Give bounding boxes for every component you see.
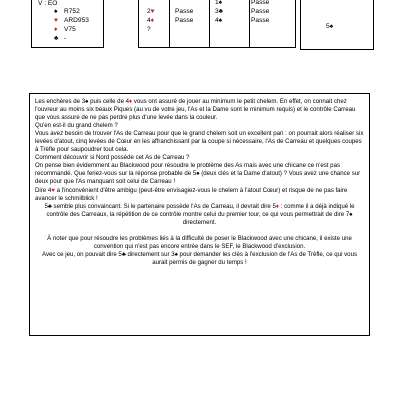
spade-icon: ♠ (174, 250, 178, 258)
heart-icon: ♥ (54, 17, 58, 24)
bid-cell: 2♥ (147, 8, 155, 15)
spade-icon: ♠ (218, 0, 223, 6)
hand-clubs (54, 35, 66, 43)
diamond-cards: V75 (64, 26, 76, 33)
article-box (29, 93, 370, 336)
spade-icon: ♠ (349, 210, 353, 218)
lead-box (300, 0, 374, 50)
heart-icon: ♥ (51, 186, 55, 194)
diamond-icon: ♦ (54, 26, 58, 33)
bid-cell: 4♠ (215, 17, 223, 24)
bid-cell: Passe (251, 8, 270, 15)
club-icon: ♣ (218, 8, 223, 15)
spade-icon: ♠ (196, 170, 200, 178)
hand-diamonds (54, 26, 76, 34)
bidding-divider (249, 0, 250, 47)
club-icon: ♣ (121, 250, 126, 258)
club-icon: ♣ (47, 202, 52, 210)
spade-icon: ♠ (85, 98, 89, 105)
article-paragraph: Avec ce jeu, on pouvait dire 5♣ directement sur 3♠ pour demander les clés à l'exclusion de l'As de Trèfle, ce qui vous aurait permis de gagner du temps ! (41, 250, 357, 266)
diamond-icon: ♦ (129, 98, 133, 105)
bidding-divider (209, 0, 210, 47)
article-paragraph: Vous avez besoin de trouver l'As de Carreau pour que le grand chelem soit un excellent pari : on pourrait alors réaliser six levées d'atout, cinq levées de Cœur en les affranchissant par la coupe si nécessaire, l'As de Carreau et quelques coupes à Trèfle pour saupoudrer tout cela. (35, 130, 364, 154)
bid-cell: ? (147, 26, 151, 33)
heart-cards: ARD953 (64, 17, 89, 24)
spade-icon: ♠ (218, 17, 223, 24)
article-paragraph: Qu'en est-il du grand chelem ? (35, 122, 118, 130)
hand-spades (54, 8, 80, 16)
spade-icon: ♠ (54, 8, 58, 15)
bid-cell: 1♠ (215, 0, 223, 6)
bidding-divider (169, 0, 170, 47)
club-cards: - (64, 35, 67, 42)
hand-hearts (54, 17, 89, 25)
bid-cell: Passe (251, 0, 270, 6)
article-paragraph: Dire 4♥ a l'inconvénient d'être ambigu (peut-être envisagiez-vous le chelem à l'atout Cœur) et risque de ne pas faire avancer le schmilblick ! (35, 186, 348, 202)
spade-icon: ♠ (329, 23, 334, 30)
bid-cell: Passe (175, 8, 194, 15)
article-paragraph: À noter que pour résoudre les problèmes liés à la difficulté de poser le Blackwood avec une chicane, il existe une convention qui n'est pas encore entrée dans le SEF, le Blackwood d'exclusion. (47, 234, 352, 250)
hand-diagram (31, 0, 104, 48)
article-paragraph: 5♣ semble plus convaincant. Si le partenaire possède l'As de Carreau, il devrait dire 5♦ : comme il a déjà indiqué le contrôle des Carreaux, la répétition de ce contrôle montre celui du premier tour, ce qui vous permettrait de dire 7♠ directement. (44, 202, 355, 226)
vulnerability-label: V : EO (38, 0, 58, 7)
article-paragraph: Les enchères de 3♠ puis celle de 4♦ vous ont assuré de jouer au minimum le petit chelem. En effet, on connait chez l'ouvreur au moins six beaux Piques (au vu de votre jeu, l'As et la Dame sont le minimum requis) et le contrôle Carreau que vous assure de ne pas perdre plus d'une levée dans la couleur. (35, 98, 356, 122)
heart-icon: ♥ (150, 8, 155, 15)
bid-cell: Passe (175, 17, 194, 24)
article-paragraph: Comment découvrir si Nord possède cet As de Carreau ? (35, 154, 190, 162)
diamond-icon: ♦ (150, 17, 155, 24)
spade-cards: R752 (64, 8, 80, 15)
bidding-table (138, 0, 296, 48)
bid-cell: 3♣ (215, 8, 223, 15)
article-paragraph: On pense bien évidemment au Blackwood pour résoudre le problème des As mais avec une chicane ce n'est pas recommandé. Que feriez-vous sur la réponse probable de 5♠ (deux clés et la Dame d'atout) ? Vous avez une chance sur deux pour que l'As manquant soit celui de Carreau ! (35, 162, 361, 186)
opening-lead: 5♠ (326, 23, 334, 30)
bid-cell: 4♦ (147, 17, 155, 24)
bid-cell: Passe (251, 17, 270, 24)
club-icon: ♣ (54, 35, 59, 42)
diamond-icon: ♦ (275, 202, 279, 210)
